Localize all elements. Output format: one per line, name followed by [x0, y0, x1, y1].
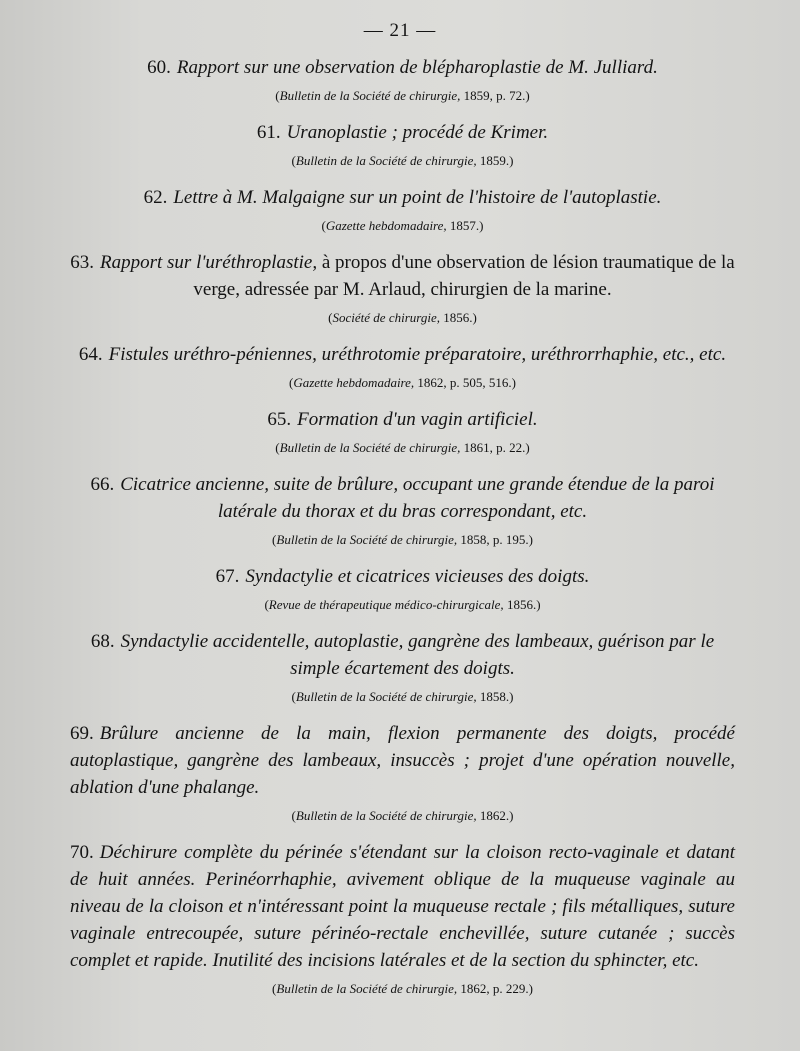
entry-number: 69.: [70, 723, 94, 744]
entry-number: 61.: [256, 122, 281, 143]
entry-source: (Société de chirurgie, 1856.): [328, 310, 477, 325]
entry-64: [70, 341, 735, 392]
source-journal: Bulletin de la Société de chirurgie,: [295, 689, 477, 704]
entry-title-italic: Rapport sur l'uréthroplastie,: [100, 252, 318, 273]
source-details: 1858, p. 195.): [457, 532, 533, 547]
source-details: 1862, p. 229.): [457, 981, 533, 996]
entry-number: 65.: [267, 409, 292, 430]
entry-title-text: Syndactylie et cicatrices vicieuses des doigts.: [245, 566, 590, 587]
entry-69: [70, 720, 735, 825]
entry-70: [70, 839, 735, 998]
entry-title-text: Rapport sur une observation de blépharoplastie de M. Julliard.: [176, 57, 658, 78]
entry-title: [70, 720, 735, 801]
bibliography-list: [70, 54, 735, 998]
entry-source: (Bulletin de la Société de chirurgie, 1862.): [291, 808, 514, 823]
entry-source: (Bulletin de la Société de chirurgie, 1862, p. 229.): [272, 981, 533, 996]
entry-number: 67.: [215, 566, 240, 587]
entry-source: (Bulletin de la Société de chirurgie, 1859, p. 72.): [275, 88, 530, 103]
source-journal: Bulletin de la Société de chirurgie,: [276, 532, 458, 547]
entry-title: [70, 54, 735, 81]
entry-number: 66.: [90, 474, 115, 495]
entry-title: [70, 406, 735, 433]
entry-title-roman: à propos d'une observation de lésion traumatique de la verge, adressée par M. Arlaud, chirurgien de la marine.: [193, 252, 735, 300]
entry-source: (Gazette hebdomadaire, 1862, p. 505, 516.): [288, 375, 516, 390]
entry-title: [70, 628, 735, 682]
entry-title-text: Uranoplastie ; procédé de Krimer.: [286, 122, 549, 143]
entry-title: [70, 563, 735, 590]
entry-source: (Bulletin de la Société de chirurgie, 1858, p. 195.): [272, 532, 533, 547]
entry-number: 62.: [143, 187, 168, 208]
entry-title: [70, 119, 735, 146]
entry-title-text: Formation d'un vagin artificiel.: [297, 409, 538, 430]
entry-source: (Bulletin de la Société de chirurgie, 1858.): [291, 689, 514, 704]
entry-source: (Revue de thérapeutique médico-chirurgicale, 1856.): [264, 597, 541, 612]
entry-number: 60.: [147, 57, 171, 78]
source-details: 1856.): [439, 310, 477, 325]
entry-61: [70, 119, 735, 170]
source-details: 1858.): [476, 689, 514, 704]
entry-title: [70, 839, 735, 974]
entry-62: [70, 184, 735, 235]
entry-title-text: Déchirure complète du périnée s'étendant sur la cloison recto-vaginale et datant de huit années. Perinéorrhaphie, avivement oblique de la muqueuse vaginale au niveau de la cloison et n'intéressant point la muqueuse rectale ; fils métalliques, suture vaginale entrecoupée, suture périnéo-rectale enchevillée, suture cutanée ; succès complet et rapide. Inutilité des incisions latérales et de la section du sphincter, etc.: [70, 842, 735, 971]
entry-66: [70, 471, 735, 549]
entry-67: [70, 563, 735, 614]
entry-65: [70, 406, 735, 457]
source-details: 1861, p. 22.): [460, 440, 530, 455]
entry-number: 64.: [78, 344, 103, 365]
entry-title-text: Lettre à M. Malgaigne sur un point de l'histoire de l'autoplastie.: [173, 187, 662, 208]
source-details: 1859, p. 72.): [460, 88, 530, 103]
entry-source: (Gazette hebdomadaire, 1857.): [321, 218, 484, 233]
entry-number: 70.: [70, 842, 94, 863]
source-journal: Bulletin de la Société de chirurgie,: [295, 808, 477, 823]
entry-60: [70, 54, 735, 105]
entry-title-text: Brûlure ancienne de la main, flexion permanente des doigts, procédé autoplastique, gangrène des lambeaux, insuccès ; projet d'une opération nouvelle, ablation d'une phalange.: [70, 723, 735, 798]
entry-68: [70, 628, 735, 706]
entry-source: (Bulletin de la Société de chirurgie, 1861, p. 22.): [275, 440, 530, 455]
source-journal: Bulletin de la Société de chirurgie,: [276, 981, 458, 996]
entry-63: [70, 249, 735, 327]
source-journal: Gazette hebdomadaire,: [325, 218, 447, 233]
entry-number: 68.: [90, 631, 115, 652]
source-details: 1856.): [503, 597, 541, 612]
source-journal: Bulletin de la Société de chirurgie,: [295, 153, 477, 168]
entry-title: [70, 249, 735, 303]
page-number: — 21 —: [363, 20, 437, 41]
source-journal: Bulletin de la Société de chirurgie,: [279, 88, 461, 103]
entry-source: (Bulletin de la Société de chirurgie, 1859.): [291, 153, 514, 168]
source-journal: Gazette hebdomadaire,: [293, 375, 415, 390]
source-details: 1857.): [446, 218, 484, 233]
entry-title-text: Fistules uréthro-péniennes, uréthrotomie préparatoire, uréthrorrhaphie, etc., etc.: [108, 344, 727, 365]
entry-title: [70, 471, 735, 525]
entry-title: [70, 184, 735, 211]
source-details: 1859.): [476, 153, 514, 168]
source-journal: Société de chirurgie,: [332, 310, 440, 325]
entry-number: 63.: [70, 252, 94, 273]
source-details: 1862.): [476, 808, 514, 823]
entry-title: [70, 341, 735, 368]
entry-title-text: Cicatrice ancienne, suite de brûlure, occupant une grande étendue de la paroi latérale du thorax et du bras correspondant, etc.: [120, 474, 715, 522]
source-details: 1862, p. 505, 516.): [414, 375, 516, 390]
entry-title-text: Syndactylie accidentelle, autoplastie, gangrène des lambeaux, guérison par le simple écartement des doigts.: [120, 631, 715, 679]
source-journal: Revue de thérapeutique médico-chirurgicale,: [268, 597, 504, 612]
source-journal: Bulletin de la Société de chirurgie,: [279, 440, 461, 455]
